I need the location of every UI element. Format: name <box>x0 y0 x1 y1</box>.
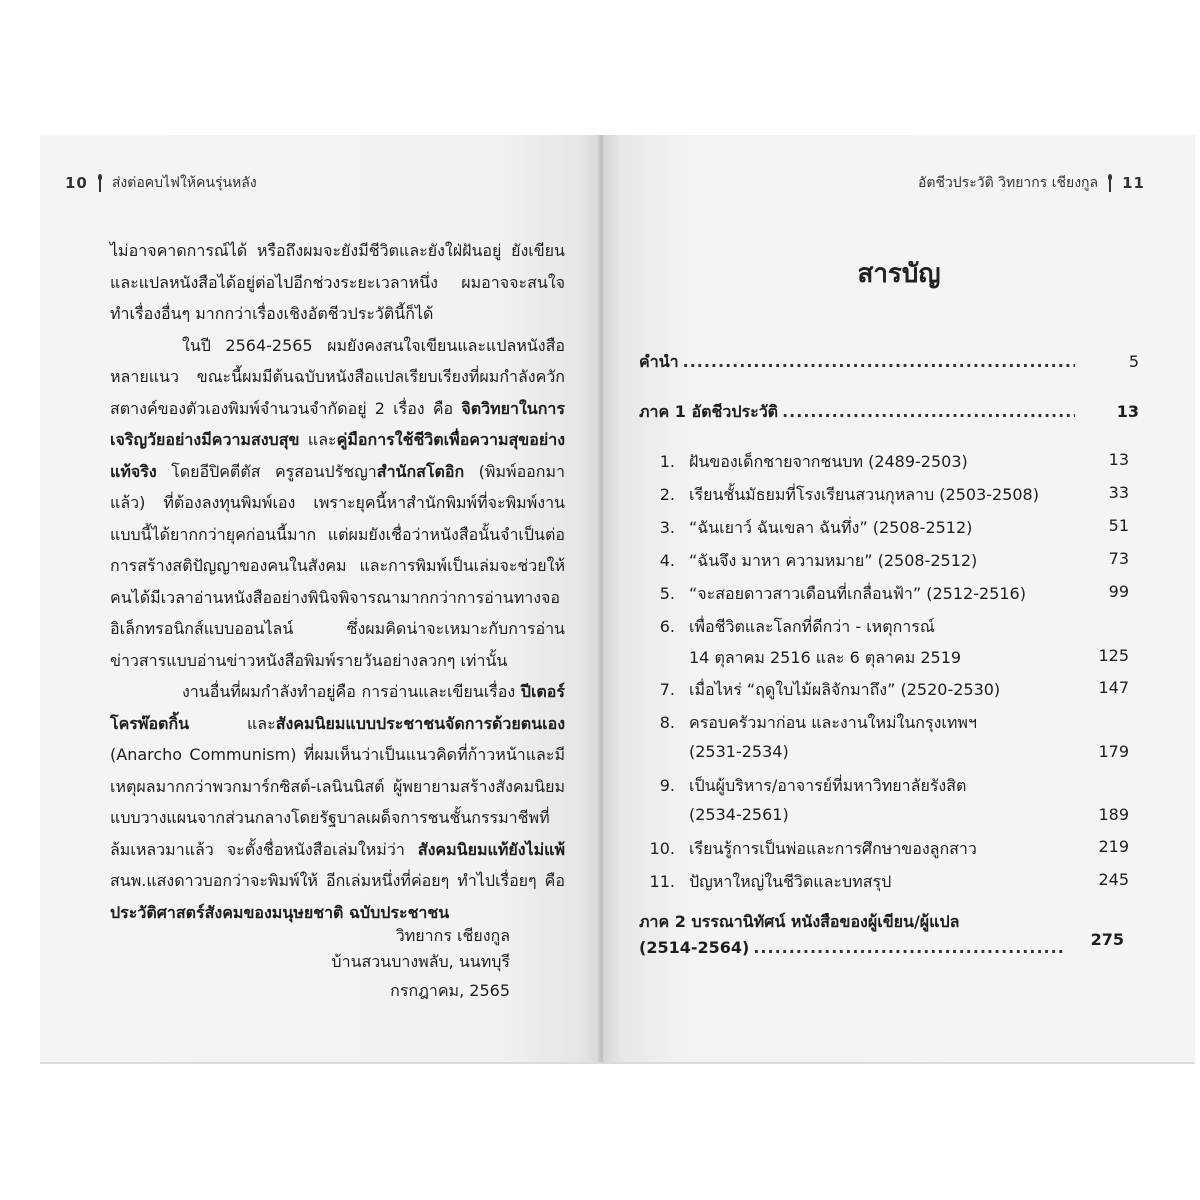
toc-chapter-number: 9. <box>659 776 675 795</box>
toc-preface-page: 5 <box>1128 352 1139 371</box>
right-running-head <box>918 172 1145 194</box>
toc-chapter-title: เมื่อไหร่ “ฤดูใบไม้ผลิจักมาถึง” (2520-2530) <box>689 680 1001 699</box>
toc-part2-years: (2514-2564) <box>639 938 750 957</box>
left-page-number: 10 <box>65 174 88 192</box>
left-page <box>40 135 603 1063</box>
page-bottom-edge <box>40 1062 1195 1064</box>
toc-chapter-title: เป็นผู้บริหาร/อาจารย์ที่มหาวิทยาลัยรังสิต <box>689 776 967 795</box>
toc-chapter-number: 7. <box>659 680 675 699</box>
toc-chapter-number: 3. <box>659 518 675 537</box>
toc-chapter-9-line2 <box>647 805 789 824</box>
toc-chapter-page: 51 <box>1108 516 1129 535</box>
left-running-head <box>65 172 257 194</box>
anarcho-communism: สังคมนิยมแบบประชาชนจัดการด้วยตนเอง <box>275 713 565 733</box>
right-running-title: อัตชีวประวัติ วิทยากร เชียงกูล <box>917 175 1099 191</box>
kropotkin: ปีเตอร์ โครพ๊อตกิ้น <box>110 682 565 733</box>
paragraph-1-text: ไม่อาจคาดการณ์ได้ หรือถึงผมจะยังมีชีวิตและยังใฝ่ฝันอยู่ ยังเขียนและแปลหนังสือได้อยู่ต่อไปอีกช่วงระยะเวลาหนึ่ง ผมอาจจะสนใจทำเรื่องอื่นๆ มากกว่าเรื่องเชิงอัตชีวประวัตินี้ก็ได้ <box>110 241 565 323</box>
toc-part2-line2 <box>639 938 1069 957</box>
signature-name: วิทยากร เชียงกูล <box>395 926 510 945</box>
toc-chapter-number: 4. <box>659 551 675 570</box>
paragraph-3 <box>110 676 565 928</box>
book-title-3: สังคมนิยมแท้ยังไม่แพ้ <box>417 839 565 859</box>
toc-leader-dots <box>782 402 1075 421</box>
toc-chapter-page: 189 <box>1098 805 1129 824</box>
toc-chapter-number: 11. <box>649 872 675 891</box>
right-page <box>603 135 1195 1063</box>
toc-chapter-number: 6. <box>659 617 675 636</box>
toc-chapter-number: 10. <box>649 839 675 858</box>
right-page-number: 11 <box>1122 174 1145 192</box>
toc-leader-dots <box>683 352 1075 371</box>
toc-chapter-10 <box>647 837 977 862</box>
paragraph-2-text-b: และ <box>299 430 337 449</box>
left-body-text <box>110 235 565 928</box>
toc-chapter-title: เรียนชั้นมัธยมที่โรงเรียนสวนกุหลาบ (2503-2508) <box>689 485 1039 504</box>
toc-leader-dots <box>753 938 1065 957</box>
book-title-4: ประวัติศาสตร์สังคมของมนุษยชาติ ฉบับประชาชน <box>110 902 450 922</box>
toc-chapter-8-line2 <box>647 742 789 761</box>
toc-chapter-page: 147 <box>1098 678 1129 697</box>
toc-chapter-title: (2534-2561) <box>689 805 789 824</box>
stoic-school: สำนักสโตอิก <box>376 461 465 481</box>
paragraph-3-text-b: และ <box>189 713 276 733</box>
toc-chapter-title: ครอบครัวมาก่อน และงานใหม่ในกรุงเทพฯ <box>689 713 977 732</box>
toc-chapter-page: 33 <box>1108 483 1129 502</box>
toc-chapter-title: “ฉันจึง มาหา ความหมาย” (2508-2512) <box>689 551 978 570</box>
paragraph-2-text-d: (พิมพ์ออกมาแล้ว) ที่ต้องลงทุนพิมพ์เอง เพราะยุคนี้หาสำนักพิมพ์ที่จะพิมพ์งานแบบนี้ได้ยากกว่ายุคก่อนนี้มาก แต่ผมยังเชื่อว่าหนังสือนั้นจำเป็นต่อการสร้างสติปัญญาของคนในสังคม และการพิมพ์เป็นเล่มจะช่วยให้คนได้มีเวลาอ่านหนังสืออย่างพินิจพิจารณามากกว่าการอ่านทางจออิเล็กทรอนิกส์แบบออนไลน์ ซึ่งผมคิดน่าจะเหมาะกับการอ่านข่าวสารแบบอ่านข่าวหนังสือพิมพ์รายวันอย่างลวกๆ เท่านั้น <box>110 461 566 670</box>
toc-chapter-title: ฝันของเด็กชายจากชนบท (2489-2503) <box>689 452 968 471</box>
toc-chapter-title: เรียนรู้การเป็นพ่อและการศึกษาของลูกสาว <box>689 839 977 858</box>
toc-chapter-number: 5. <box>659 584 675 603</box>
toc-chapter-9 <box>647 774 966 799</box>
torch-icon <box>96 174 104 192</box>
toc-part1-label: ภาค 1 อัตชีวประวัติ <box>639 402 779 421</box>
toc-part1-page: 13 <box>1116 402 1139 421</box>
toc-chapter-page: 73 <box>1108 549 1129 568</box>
toc-chapter-6-line2 <box>647 646 961 671</box>
toc-chapter-5 <box>647 582 1026 607</box>
paragraph-1 <box>110 235 565 330</box>
paragraph-3-text-a: งานอื่นที่ผมกำลังทำอยู่คือ การอ่านและเขียนเรื่อง <box>182 682 521 701</box>
signature-date: กรกฎาคม, 2565 <box>390 981 510 1000</box>
toc-chapter-title: เพื่อชีวิตและโลกที่ดีกว่า - เหตุการณ์ <box>689 617 935 636</box>
paragraph-3-text-c: (Anarcho Communism) ที่ผมเห็นว่าเป็นแนวคิดที่ก้าวหน้าและมีเหตุผลมากกว่าพวกมาร์กซิสต์-เลนินนิสต์ ผู้พยายามสร้างสังคมนิยมแบบวางแผนจากส่วนกลางโดยรัฐบาลเผด็จการชนชั้นกรรมาชีพที่ล้มเหลวมาแล้ว จะตั้งชื่อหนังสือเล่มใหม่ว่า <box>110 745 565 859</box>
toc-chapter-title: “จะสอยดาวสาวเดือนที่เกลื่อนฟ้า” (2512-2516) <box>689 584 1026 603</box>
paragraph-2-text-a: ในปี 2564-2565 ผมยังคงสนใจเขียนและแปลหนังสือหลายแนว ขณะนี้ผมมีต้นฉบับหนังสือแปลเรียบเรียงที่ผมกำลังควักสตางค์ของตัวเองพิมพ์จำนวนจำกัดอยู่ 2 เรื่อง คือ <box>110 335 565 418</box>
toc-chapter-page: 179 <box>1098 742 1129 761</box>
toc-chapter-number: 8. <box>659 713 675 732</box>
toc-chapter-page: 125 <box>1098 646 1129 665</box>
toc-chapter-1 <box>647 450 968 475</box>
toc-chapter-6 <box>647 615 935 640</box>
toc-chapter-page: 13 <box>1108 450 1129 469</box>
toc-part1 <box>639 400 1079 425</box>
toc-preface <box>639 350 1079 375</box>
toc-chapter-title: “ฉันเยาว์ ฉันเขลา ฉันทึ่ง” (2508-2512) <box>689 518 973 537</box>
torch-icon <box>1106 174 1114 192</box>
paragraph-2 <box>110 330 565 677</box>
toc-chapter-11 <box>647 870 891 895</box>
toc-part2-page: 275 <box>1090 930 1124 949</box>
toc-part2-line1: ภาค 2 บรรณานิทัศน์ หนังสือของผู้เขียน/ผู้แปล <box>639 912 960 931</box>
book-title-1: จิตวิทยาในการเจริญวัยอย่างมีความสงบสุข <box>110 398 565 449</box>
toc-chapter-number: 1. <box>659 452 675 471</box>
toc-chapter-page: 245 <box>1098 870 1129 889</box>
toc-chapter-2 <box>647 483 1039 508</box>
signature-place: บ้านสวนบางพลับ, นนทบุรี <box>331 952 510 971</box>
toc-title: สารบัญ <box>857 259 941 289</box>
toc-chapter-4 <box>647 549 977 574</box>
toc-chapter-3 <box>647 516 972 541</box>
toc-chapter-title: ปัญหาใหญ่ในชีวิตและบทสรุป <box>689 872 892 891</box>
book-title-2: คู่มือการใช้ชีวิตเพื่อความสุขอย่างแท้จริง <box>110 430 565 481</box>
paragraph-2-text-c: โดยอีปิคตีตัส ครูสอนปรัชญา <box>156 461 377 481</box>
toc-chapter-title: (2531-2534) <box>689 742 789 761</box>
paragraph-3-text-d: สนพ.แสงดาวบอกว่าจะพิมพ์ให้ อีกเล่มหนึ่งที่ค่อยๆ ทำไปเรื่อยๆ คือ <box>110 871 565 890</box>
left-running-title: ส่งต่อคบไฟให้คนรุ่นหลัง <box>111 175 257 191</box>
toc-chapter-page: 219 <box>1098 837 1129 856</box>
toc-chapter-page: 99 <box>1108 582 1129 601</box>
toc-chapter-7 <box>647 678 1000 703</box>
toc-chapter-title: 14 ตุลาคม 2516 และ 6 ตุลาคม 2519 <box>689 648 962 667</box>
toc-chapter-8 <box>647 711 977 736</box>
toc-chapter-number: 2. <box>659 485 675 504</box>
toc-preface-label: คำนำ <box>639 352 679 371</box>
